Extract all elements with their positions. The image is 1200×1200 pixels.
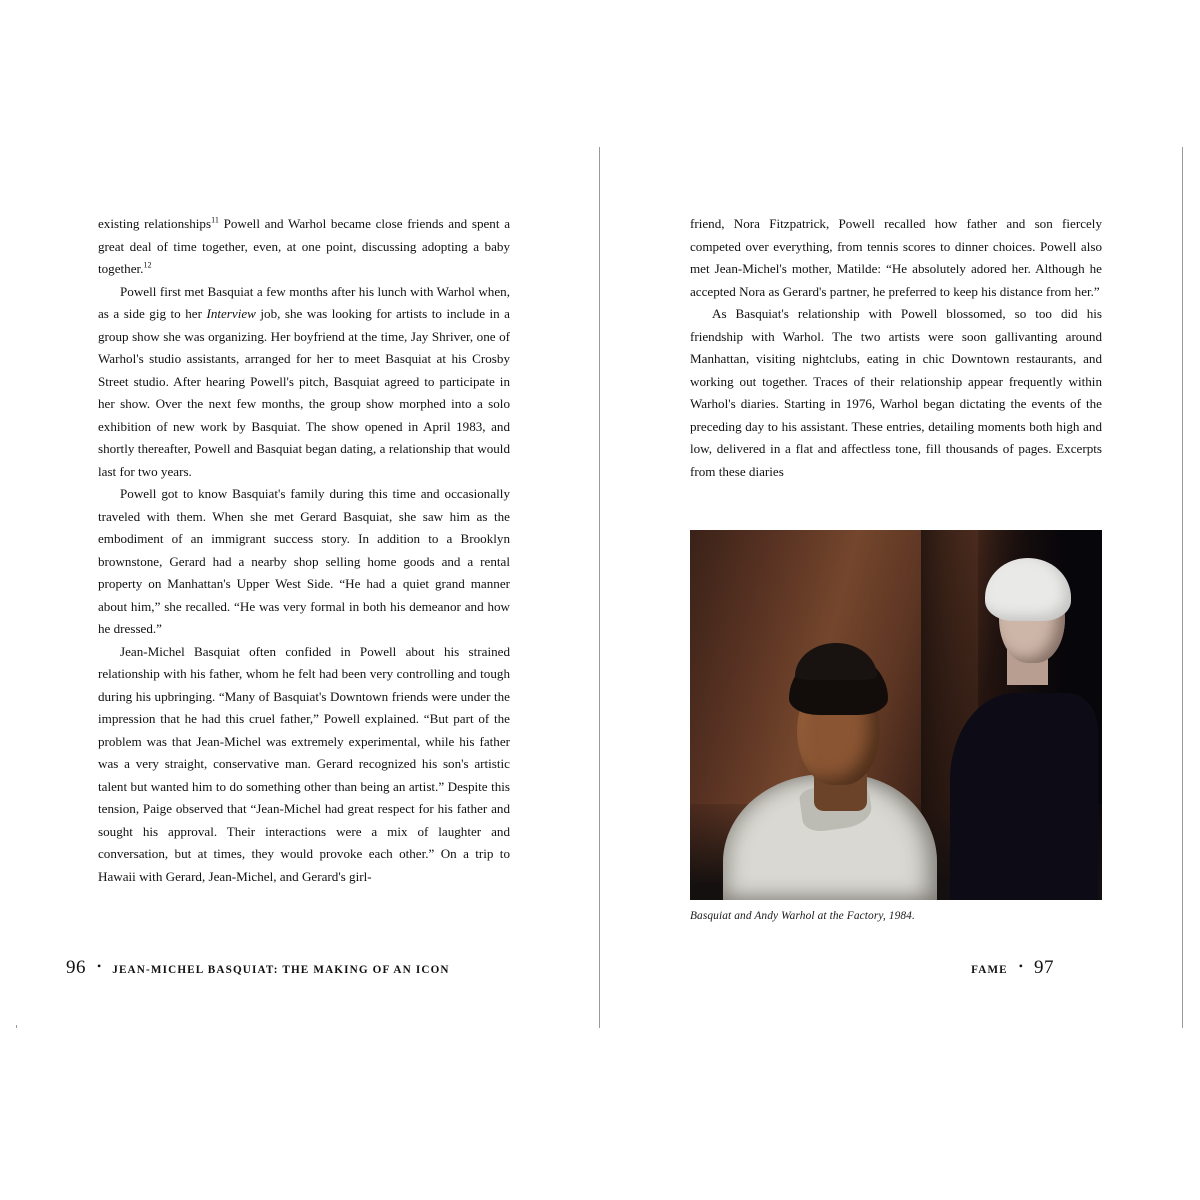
footnote-marker: 11	[211, 215, 219, 225]
folio-separator-dot: •	[1018, 959, 1023, 973]
paragraph: Jean-Michel Basquiat often confided in Powell about his strained relationship with his father, whom he felt had been very controlling and tough during his upbringing. “Many of Basquiat's Downtown friends were under the impression that he had this cruel father,” Powell explained. “But part of the problem was that Jean-Michel was extremely experimental, while his father was a very straight, conservative man. Gerard recognized his son's artistic talent but wanted him to do something other than being an artist.” Despite this tension, Paige observed that “Jean-Michel had great respect for his father and sought his approval. Their interactions were a mix of laughter and conversation, but at times, they would provoke each other.” On a trip to Hawaii with Gerard, Jean-Michel, and Gerard's girl-	[98, 643, 510, 884]
folio-right	[971, 957, 1054, 979]
text-run: Powell and Warhol became close friends and spent a great deal of time together, even, at one point, discussing adopting a baby together.	[98, 216, 510, 277]
right-page-body-text	[690, 213, 1102, 483]
text-run: job, she was looking for artists to include in a group show she was organizing. Her boyfriend at the time, Jay Shriver, one of Warhol's studio assistants, arranged for her to meet Basquiat at his Crosby Street studio. After hearing Powell's pitch, Basquiat agreed to participate in her show. Over the next few months, the group show morphed into a solo exhibition of new work by Basquiat. The show opened in April 1983, and shortly thereafter, Powell and Basquiat began dating, a relationship that would last for two years.	[98, 306, 510, 479]
page-number: 97	[1034, 957, 1054, 978]
paragraph: As Basquiat's relationship with Powell blossomed, so too did his friendship with Warhol. The two artists were soon gallivanting around Manhattan, visiting nightclubs, eating in chic Downtown restaurants, and working out together. Traces of their relationship appear frequently within Warhol's diaries. Starting in 1976, Warhol began dictating the events of the preceding day to his assistant. These entries, detailing moments both high and low, delivered in a flat and affectless tone, fill thousands of pages. Excerpts from these diaries	[690, 306, 1102, 479]
page-number: 96	[66, 957, 86, 978]
text-run: existing relationships	[98, 216, 212, 231]
italic-title: Interview	[206, 306, 256, 322]
right-page	[600, 145, 1100, 1025]
paragraph	[98, 213, 510, 281]
text-run: Powell first met Basquiat a few months after his lunch with Warhol when, as a side gig to her	[98, 283, 510, 322]
left-page-body-text	[98, 213, 510, 888]
figure	[690, 530, 1102, 922]
photo-warhol-body	[950, 693, 1098, 900]
paragraph	[98, 281, 510, 484]
folio-left	[66, 957, 450, 979]
page-edge-right-rule	[1182, 147, 1183, 1028]
running-head: JEAN-MICHEL BASQUIAT: THE MAKING OF AN ICON	[112, 964, 450, 976]
figure-caption: Basquiat and Andy Warhol at the Factory, 1984.	[690, 910, 915, 922]
folio-separator-dot: •	[97, 959, 102, 973]
running-head: FAME	[971, 964, 1008, 976]
paragraph: friend, Nora Fitzpatrick, Powell recalled how father and son fiercely competed over everything, from tennis scores to dinner choices. Powell also met Jean-Michel's mother, Matilde: “He absolutely adored her. Although he accepted Nora as Gerard's partner, he preferred to keep his distance from her.”	[690, 216, 1102, 299]
left-page	[16, 145, 516, 1025]
paragraph: Powell got to know Basquiat's family during this time and occasionally traveled with them. When she met Gerard Basquiat, she saw him as the embodiment of an immigrant success story. In addition to a Brooklyn brownstone, Gerard had a nearby shop selling home goods and a rental property on Manhattan's Upper West Side. “He had a quiet grand manner about him,” she recalled. “He was very formal in both his demeanor and how he dressed.”	[98, 486, 510, 637]
photograph-basquiat-and-warhol	[690, 530, 1102, 900]
footnote-marker: 12	[143, 260, 152, 270]
